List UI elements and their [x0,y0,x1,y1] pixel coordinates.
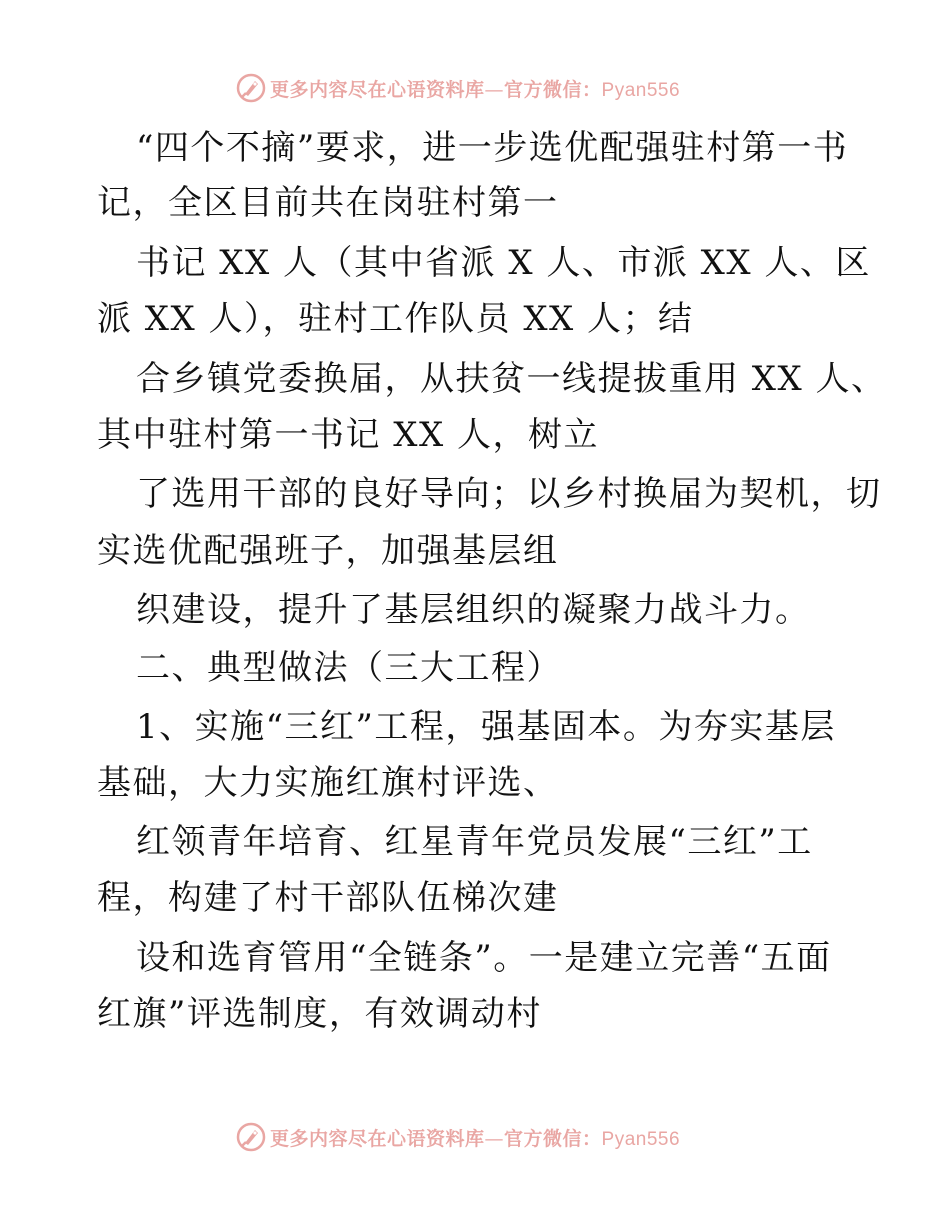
pen-nib-logo-icon [236,1122,266,1152]
watermark-text: 更多内容尽在心语资料库—官方微信：Pyan556 [270,78,681,101]
body-line: 实选优配强班子，加强基层组 [97,531,559,571]
pen-nib-logo-icon [236,73,266,103]
body-line: 红旗”评选制度，有效调动村 [97,994,542,1034]
body-line: 程，构建了村干部队伍梯次建 [97,878,559,918]
body-line: “四个不摘”要求，进一步选优配强驻村第一书 [136,128,849,168]
body-line: 书记 XX 人（其中省派 X 人、市派 XX 人、区 [136,243,871,283]
body-line: 基础，大力实施红旗村评选、 [97,763,559,803]
body-line: 设和选育管用“全链条”。一是建立完善“五面 [136,938,832,978]
body-line: 红领青年培育、红星青年党员发展“三红”工 [136,822,813,862]
watermark-text: 更多内容尽在心语资料库—官方微信：Pyan556 [270,1127,681,1150]
body-line: 派 XX 人），驻村工作队员 XX 人；结 [97,299,694,339]
section-heading: 二、典型做法（三大工程） [136,648,562,688]
body-line: 记，全区目前共在岗驻村第一 [97,183,559,223]
body-line: 了选用干部的良好导向；以乡村换届为契机，切 [136,474,882,514]
header-watermark [236,73,680,103]
body-line: 1、实施“三红”工程，强基固本。为夯实基层 [136,707,836,747]
body-line: 其中驻村第一书记 XX 人，树立 [97,415,600,455]
body-line: 合乡镇党委换届，从扶贫一线提拔重用 XX 人、 [136,359,887,399]
footer-watermark [236,1122,680,1152]
body-line: 织建设，提升了基层组织的凝聚力战斗力。 [136,590,811,630]
